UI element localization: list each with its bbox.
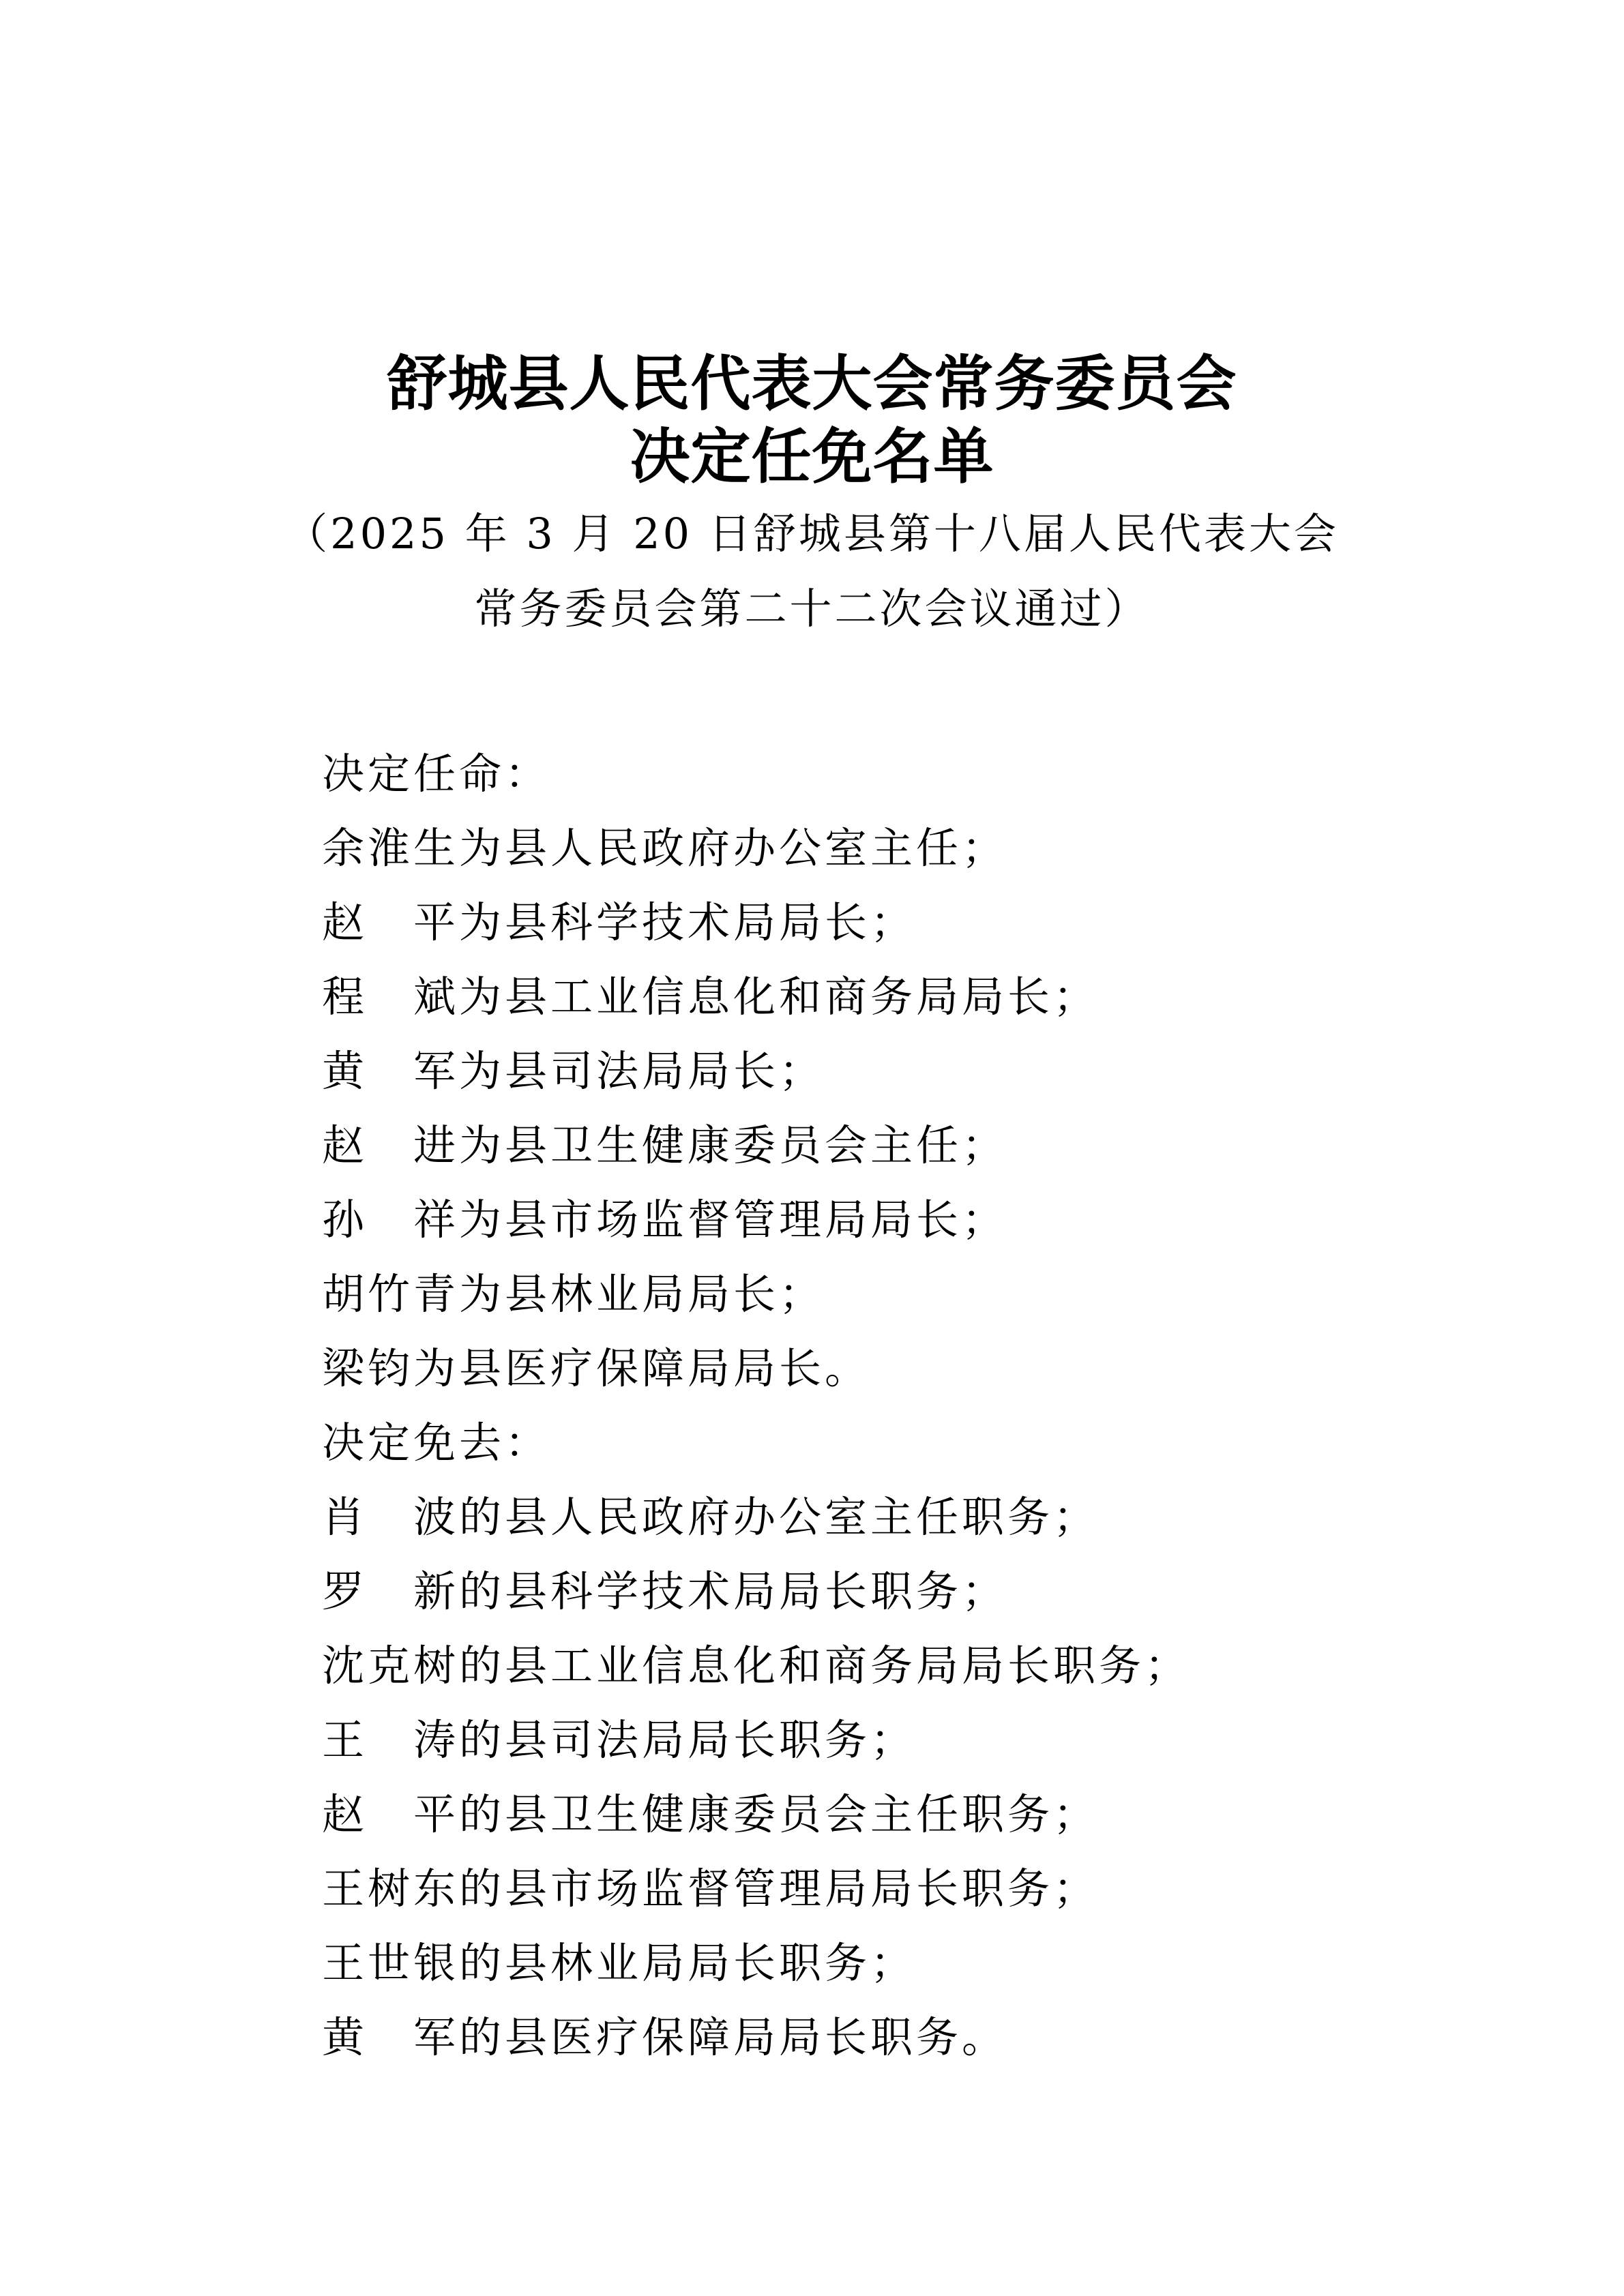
document-title-line-1: 舒城县人民代表大会常务委员会 [387, 348, 1237, 419]
remove-item: 罗 新的县科学技术局局长职务； [322, 1566, 1008, 1616]
appoint-heading: 决定任命： [322, 749, 551, 799]
remove-heading: 决定免去： [322, 1418, 551, 1467]
remove-item: 黄 军的县医疗保障局局长职务。 [322, 2012, 1008, 2062]
appoint-item: 赵 进为县卫生健康委员会主任； [322, 1120, 1008, 1170]
remove-item: 沈克树的县工业信息化和商务局局长职务； [322, 1641, 1191, 1690]
document-title-line-2: 决定任免名单 [630, 421, 994, 492]
appoint-item: 黄 军为县司法局局长； [322, 1046, 825, 1096]
document-subtitle-line-1: （2025 年 3 月 20 日舒城县第十八届人民代表大会 [285, 509, 1339, 558]
appoint-item: 胡竹青为县林业局局长； [322, 1269, 825, 1319]
appoint-item: 梁钧为县医疗保障局局长。 [322, 1343, 871, 1393]
appoint-item: 孙 祥为县市场监督管理局局长； [322, 1195, 1008, 1244]
remove-item: 王世银的县林业局局长职务； [322, 1938, 917, 1988]
document-body [322, 736, 1550, 2074]
document-subtitle-line-2: 常务委员会第二十二次会议通过） [474, 584, 1150, 633]
remove-item: 王 涛的县司法局局长职务； [322, 1715, 917, 1765]
remove-item: 王树东的县市场监督管理局局长职务； [322, 1864, 1099, 1913]
remove-item: 肖 波的县人民政府办公室主任职务； [322, 1492, 1099, 1542]
appoint-item: 赵 平为县科学技术局局长； [322, 897, 917, 947]
remove-item: 赵 平的县卫生健康委员会主任职务； [322, 1789, 1099, 1839]
appoint-item: 余淮生为县人民政府办公室主任； [322, 823, 1008, 873]
appoint-item: 程 斌为县工业信息化和商务局局长； [322, 972, 1099, 1022]
